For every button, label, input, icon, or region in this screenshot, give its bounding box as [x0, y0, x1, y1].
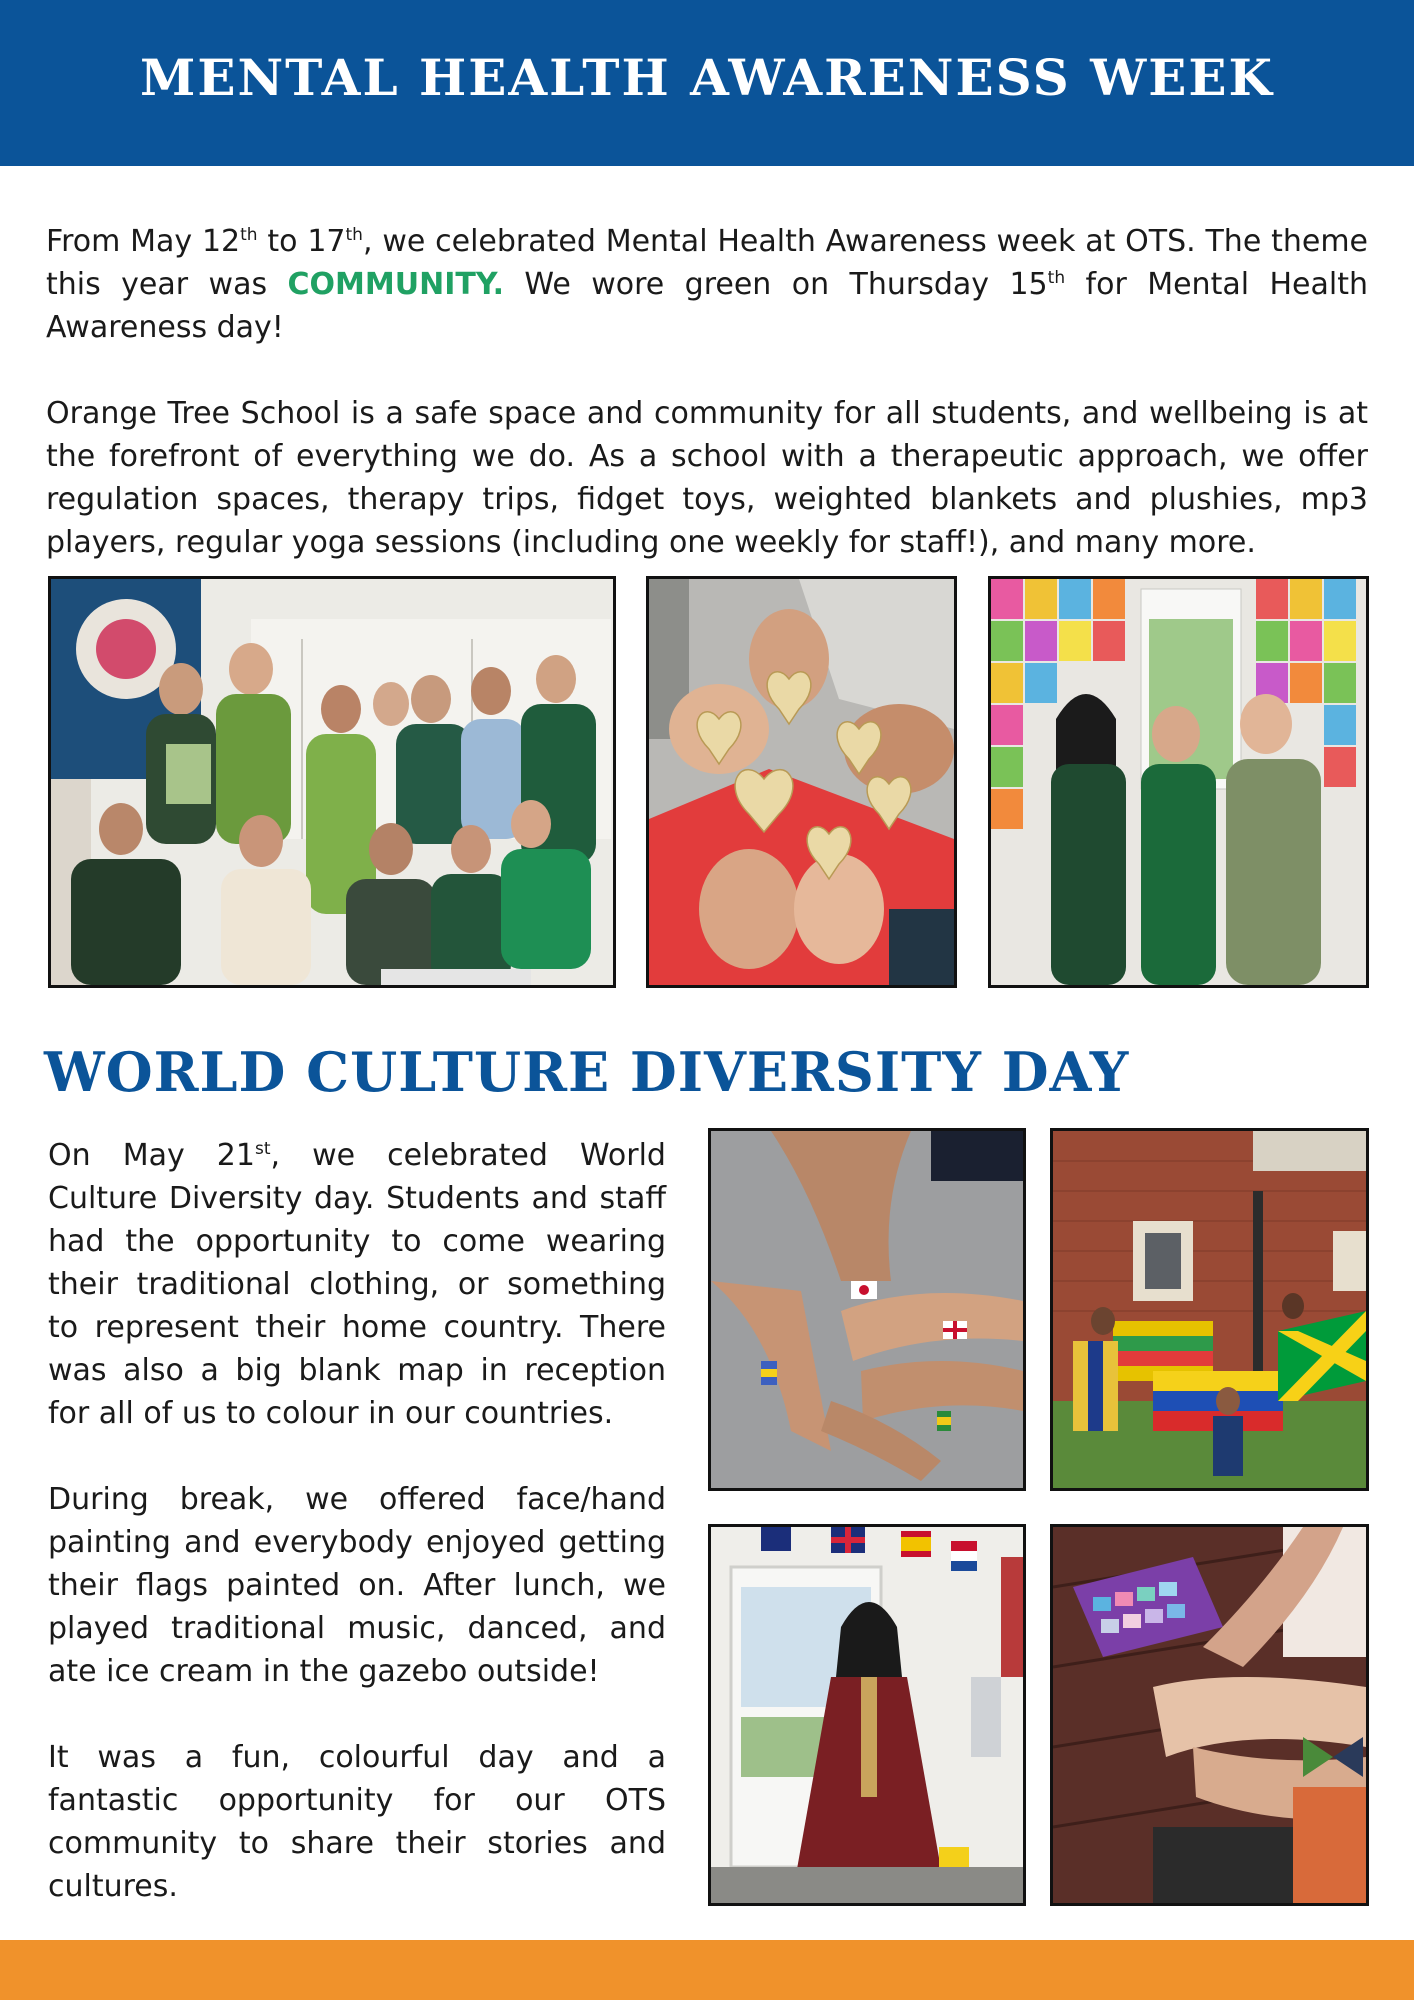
ordinal-suffix: th: [240, 225, 258, 245]
wooden-hearts-photo: [646, 576, 957, 988]
section-title-diversity: WORLD CULTURE DIVERSITY DAY: [44, 1040, 1130, 1104]
diversity-paragraph-2: During break, we offered face/hand painting and everybody enjoyed getting their flags painted on. After lunch, we played traditional music, danced, and ate ice cream in the gazebo outside!: [48, 1482, 666, 1689]
intro-paragraph-2: Orange Tree School is a safe space and community for all students, and wellbeing is at the forefront of everything we do. As a school with a therapeutic approach, we offer regulation spaces, therapy trips, fidget toys, weighted blankets and plushies, mp3 players, regular yoga sessions (including one weekly for staff!), and many more.: [46, 396, 1368, 560]
intro-text-part: From May 12: [46, 224, 241, 259]
intro-text-part: We wore green on Thursday 15: [504, 267, 1048, 302]
diversity-text-part: On May 21: [48, 1138, 255, 1173]
page-title: MENTAL HEALTH AWARENESS WEEK: [140, 47, 1274, 107]
diversity-paragraph-1: [48, 1134, 666, 1435]
face-paint-photo: [1050, 1524, 1369, 1906]
flags-group-photo: [1050, 1128, 1369, 1491]
diversity-text-part: , we celebrated World Culture Diversity day. Students and staff had the opportunity to come wearing their traditional clothing, or something to represent their home country. There was also a big blank map in reception for all of us to colour in our countries.: [48, 1138, 666, 1431]
traditional-dress-photo: [708, 1524, 1026, 1906]
diversity-text: [48, 1134, 666, 1908]
intro-section: [46, 220, 1368, 564]
ordinal-suffix: st: [254, 1139, 271, 1159]
intro-text-part: for Mental Health Awareness day!: [46, 267, 1368, 345]
theme-highlight: COMMUNITY.: [287, 267, 504, 302]
staff-group-photo: [48, 576, 616, 988]
ordinal-suffix: th: [1047, 268, 1066, 288]
header-band: [0, 0, 1414, 166]
intro-text-part: to 17: [257, 224, 346, 259]
intro-paragraph-1: [46, 220, 1368, 349]
footer-band: [0, 1940, 1414, 2000]
portrait-wall-staff-photo: [988, 576, 1369, 988]
painted-hands-photo: [708, 1128, 1026, 1491]
ordinal-suffix: th: [345, 225, 363, 245]
intro-text-part: , we celebrated Mental Health Awareness week at OTS. The theme this year was: [46, 224, 1368, 302]
diversity-paragraph-3: It was a fun, colourful day and a fantastic opportunity for our OTS community to share their stories and cultures.: [48, 1740, 666, 1904]
